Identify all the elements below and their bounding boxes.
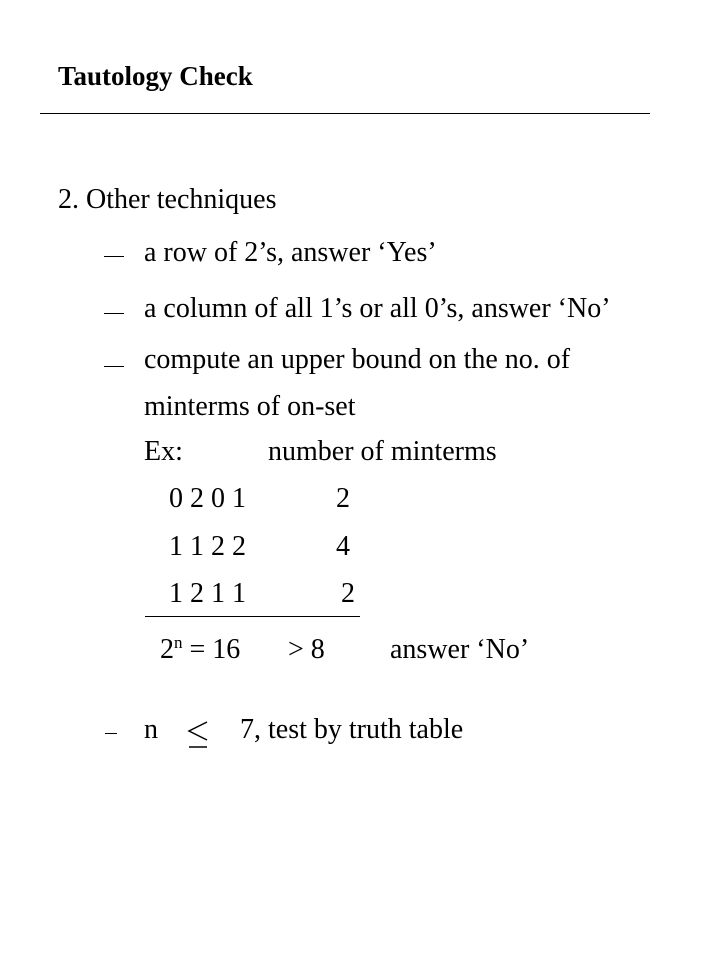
example-minterm-count: 2 <box>336 483 350 514</box>
result-rest: = 16 <box>182 634 241 665</box>
result-exponent: n <box>174 633 183 652</box>
less-or-equal-icon <box>183 714 213 754</box>
last-bullet-text: 7, test by truth table <box>240 714 464 745</box>
bullet-upper-bound: compute an upper bound on the no. of <box>144 344 571 375</box>
example-cube: 1 2 1 1 <box>169 578 246 609</box>
bullet-column: a column of all 1’s or all 0’s, answer ‘No’ <box>144 293 611 324</box>
example-cube: 1 1 2 2 <box>169 531 246 562</box>
result-compare: > 8 <box>288 634 325 665</box>
page-title: Tautology Check <box>58 61 253 91</box>
sum-underline <box>145 616 360 617</box>
title-divider <box>40 113 650 114</box>
example-minterm-count: 4 <box>336 531 350 562</box>
example-cube: 0 2 0 1 <box>169 483 246 514</box>
result-base: 2 <box>160 634 174 665</box>
last-bullet-var: n <box>144 714 158 745</box>
bullet-dash <box>104 366 124 367</box>
bullet-dash <box>104 313 124 314</box>
result-answer: answer ‘No’ <box>390 634 530 665</box>
example-label: Ex: <box>144 436 183 467</box>
bullet-dash <box>105 733 117 734</box>
bullet-upper-bound-cont: minterms of on-set <box>144 391 356 422</box>
section-heading: 2. Other techniques <box>58 184 277 215</box>
bullet-row-of-twos: a row of 2’s, answer ‘Yes’ <box>144 237 437 268</box>
bullet-dash <box>104 256 124 257</box>
example-minterm-count: 2 <box>341 578 355 609</box>
example-column-header: number of minterms <box>268 436 497 467</box>
result-expression <box>160 632 240 668</box>
